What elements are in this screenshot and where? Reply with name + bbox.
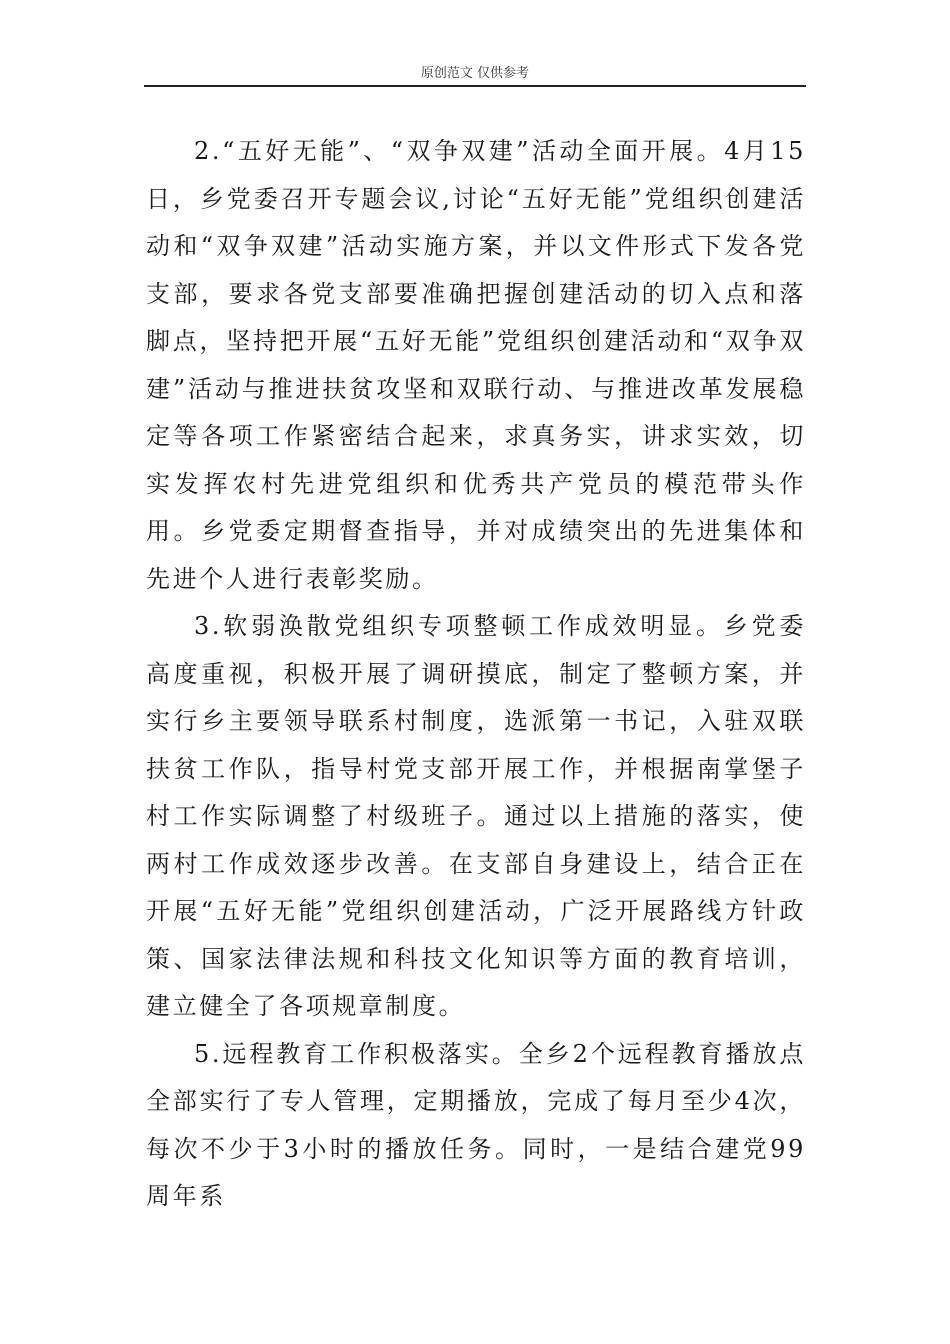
paragraph-activities: 2.“五好无能”、“双争双建”活动全面开展。4月15日，乡党委召开专题会议,讨论“五好无能”党组织创建活动和“双争双建”活动实施方案，并以文件形式下发各党支部，要求各党支部要准确把握创建活动的切入点和落脚点，坚持把开展“五好无能”党组织创建活动和“双争双建”活动与推进扶贫攻坚和双联行动、与推进改革发展稳定等各项工作紧密结合起来，求真务实，讲求实效，切实发挥农村先进党组织和优秀共产党员的模范带头作用。乡党委定期督查指导，并对成绩突出的先进集体和先进个人进行表彰奖励。 (146, 137, 806, 593)
header-divider (144, 85, 806, 87)
paragraph-rectification: 3.软弱涣散党组织专项整顿工作成效明显。乡党委高度重视，积极开展了调研摸底，制定了整顿方案，并实行乡主要领导联系村制度，选派第一书记，入驻双联扶贫工作队，指导村党支部开展工作，并根据南掌堡子村工作实际调整了村级班子。通过以上措施的落实，使两村工作成效逐步改善。在支部自身建设上，结合正在开展“五好无能”党组织创建活动，广泛开展路线方针政策、国家法律法规和科技文化知识等方面的教育培训，建立健全了各项规章制度。 (146, 612, 806, 1020)
paragraph-remote-education: 5.远程教育工作积极落实。全乡2个远程教育播放点全部实行了专人管理，定期播放，完成了每月至少4次，每次不少于3小时的播放任务。同时，一是结合建党99周年系 (146, 1039, 806, 1210)
document-body (146, 128, 806, 1221)
page-header: 原创范文 仅供参考 (420, 66, 530, 81)
